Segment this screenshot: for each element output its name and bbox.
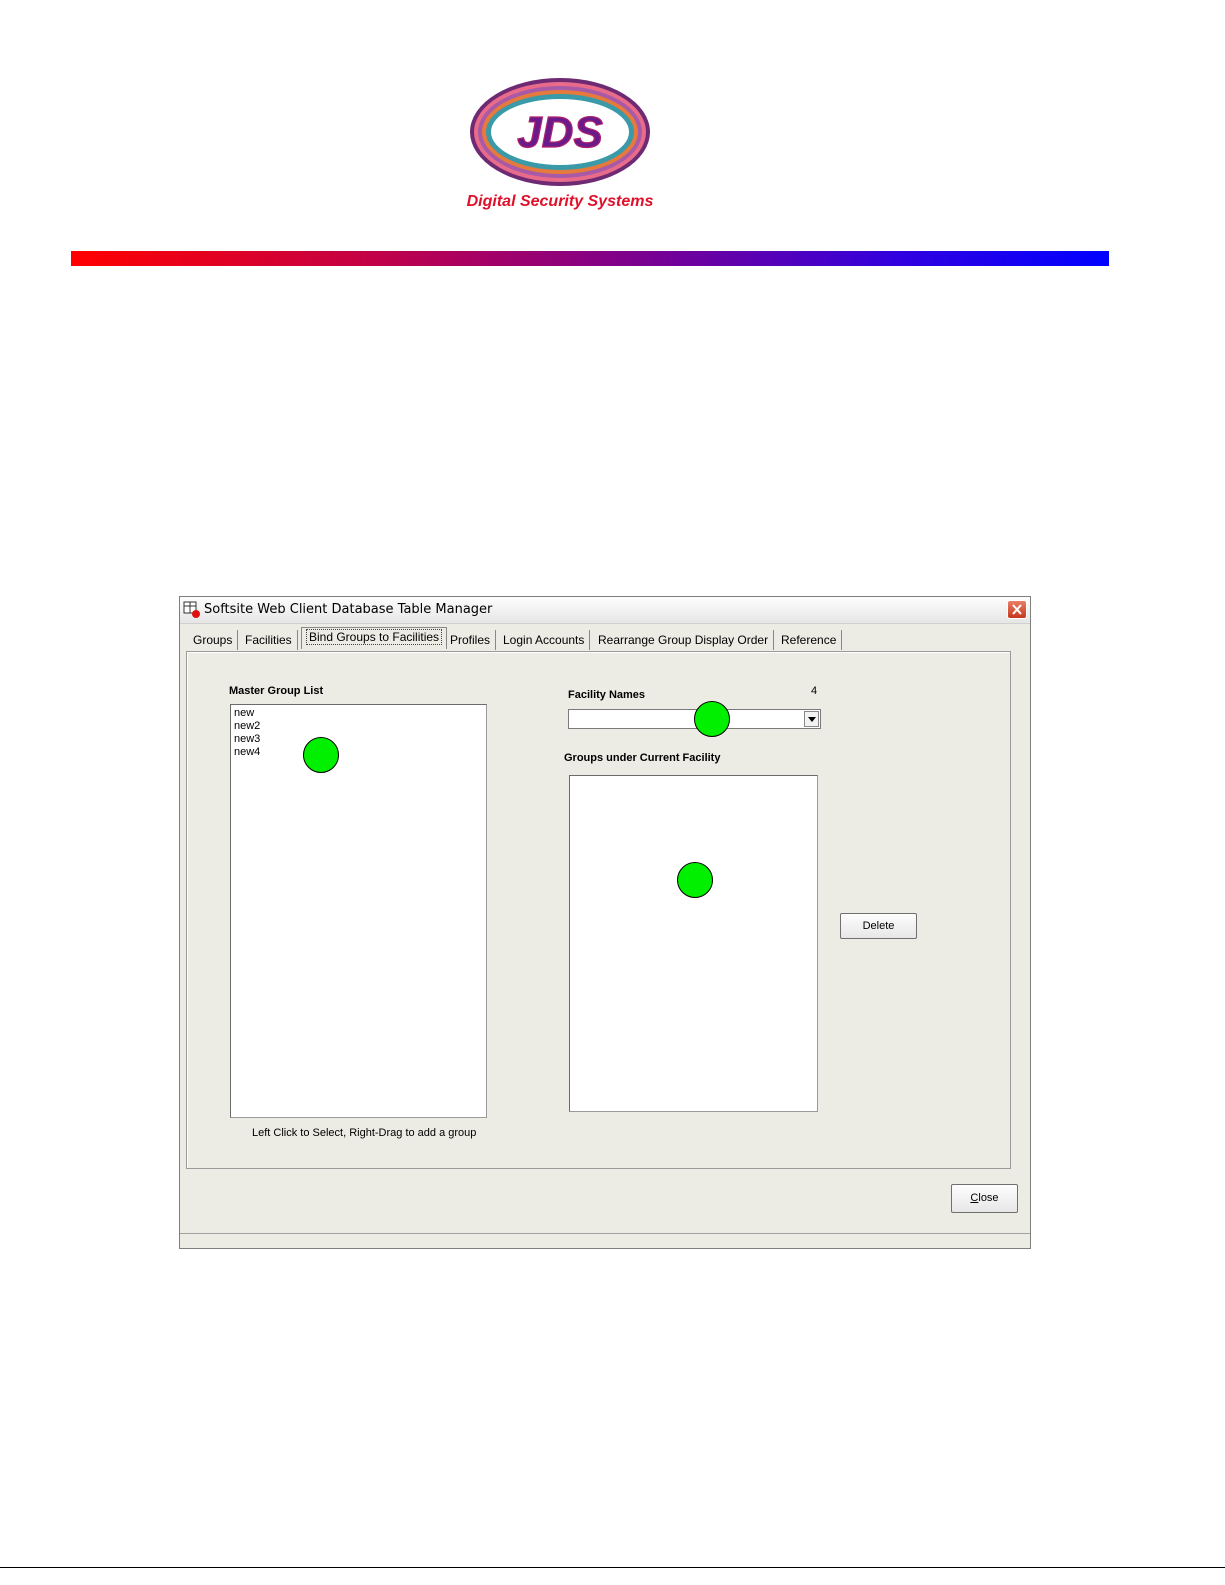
- master-list-hint: Left Click to Select, Right-Drag to add a group: [252, 1127, 477, 1139]
- page-bottom-rule: [0, 1567, 1225, 1568]
- list-item[interactable]: new4: [234, 746, 261, 758]
- close-icon: [1011, 603, 1023, 616]
- groups-under-facility-label: Groups under Current Facility: [564, 752, 721, 764]
- facility-names-label: Facility Names: [568, 689, 646, 701]
- app-table-icon: [183, 601, 201, 619]
- list-item[interactable]: new2: [234, 720, 261, 732]
- logo-text: JDS: [517, 108, 603, 157]
- jds-logo: [440, 70, 690, 220]
- list-item[interactable]: new: [234, 707, 255, 719]
- chevron-down-icon: [808, 717, 816, 722]
- table-manager-window: [179, 596, 1031, 1249]
- logo-tagline: Digital Security Systems: [466, 193, 654, 210]
- tab-bind-groups[interactable]: [301, 627, 447, 649]
- tab-reference[interactable]: Reference: [776, 630, 842, 650]
- close-button[interactable]: [951, 1184, 1018, 1213]
- title-bar[interactable]: [180, 597, 1030, 624]
- dropdown-button[interactable]: [804, 711, 819, 727]
- close-rest: lose: [978, 1192, 999, 1204]
- master-group-list-label: Master Group List: [229, 685, 324, 697]
- tab-login-accounts[interactable]: Login Accounts: [498, 630, 590, 650]
- window-title: Softsite Web Client Database Table Manager: [204, 602, 493, 617]
- marker-master-list: [303, 737, 339, 773]
- tab-profiles[interactable]: Profiles: [445, 630, 496, 650]
- marker-facility-dropdown: [694, 701, 730, 737]
- window-close-button[interactable]: [1007, 600, 1027, 619]
- groups-under-facility-listbox[interactable]: [569, 775, 818, 1112]
- list-item[interactable]: new3: [234, 733, 261, 745]
- delete-button[interactable]: Delete: [840, 913, 917, 939]
- close-mnemonic: C: [970, 1192, 979, 1204]
- master-group-listbox[interactable]: [230, 704, 487, 1118]
- marker-groups-list: [677, 862, 713, 898]
- gradient-divider: [71, 251, 1109, 266]
- facility-selected-value: [569, 714, 572, 726]
- status-bar: [180, 1233, 1030, 1248]
- tab-facilities[interactable]: Facilities: [240, 630, 298, 650]
- tab-rearrange-order[interactable]: Rearrange Group Display Order: [593, 630, 774, 650]
- facility-count: 4: [811, 685, 818, 697]
- tab-bind-groups-label: Bind Groups to Facilities: [309, 630, 440, 644]
- tab-groups[interactable]: Groups: [188, 630, 238, 650]
